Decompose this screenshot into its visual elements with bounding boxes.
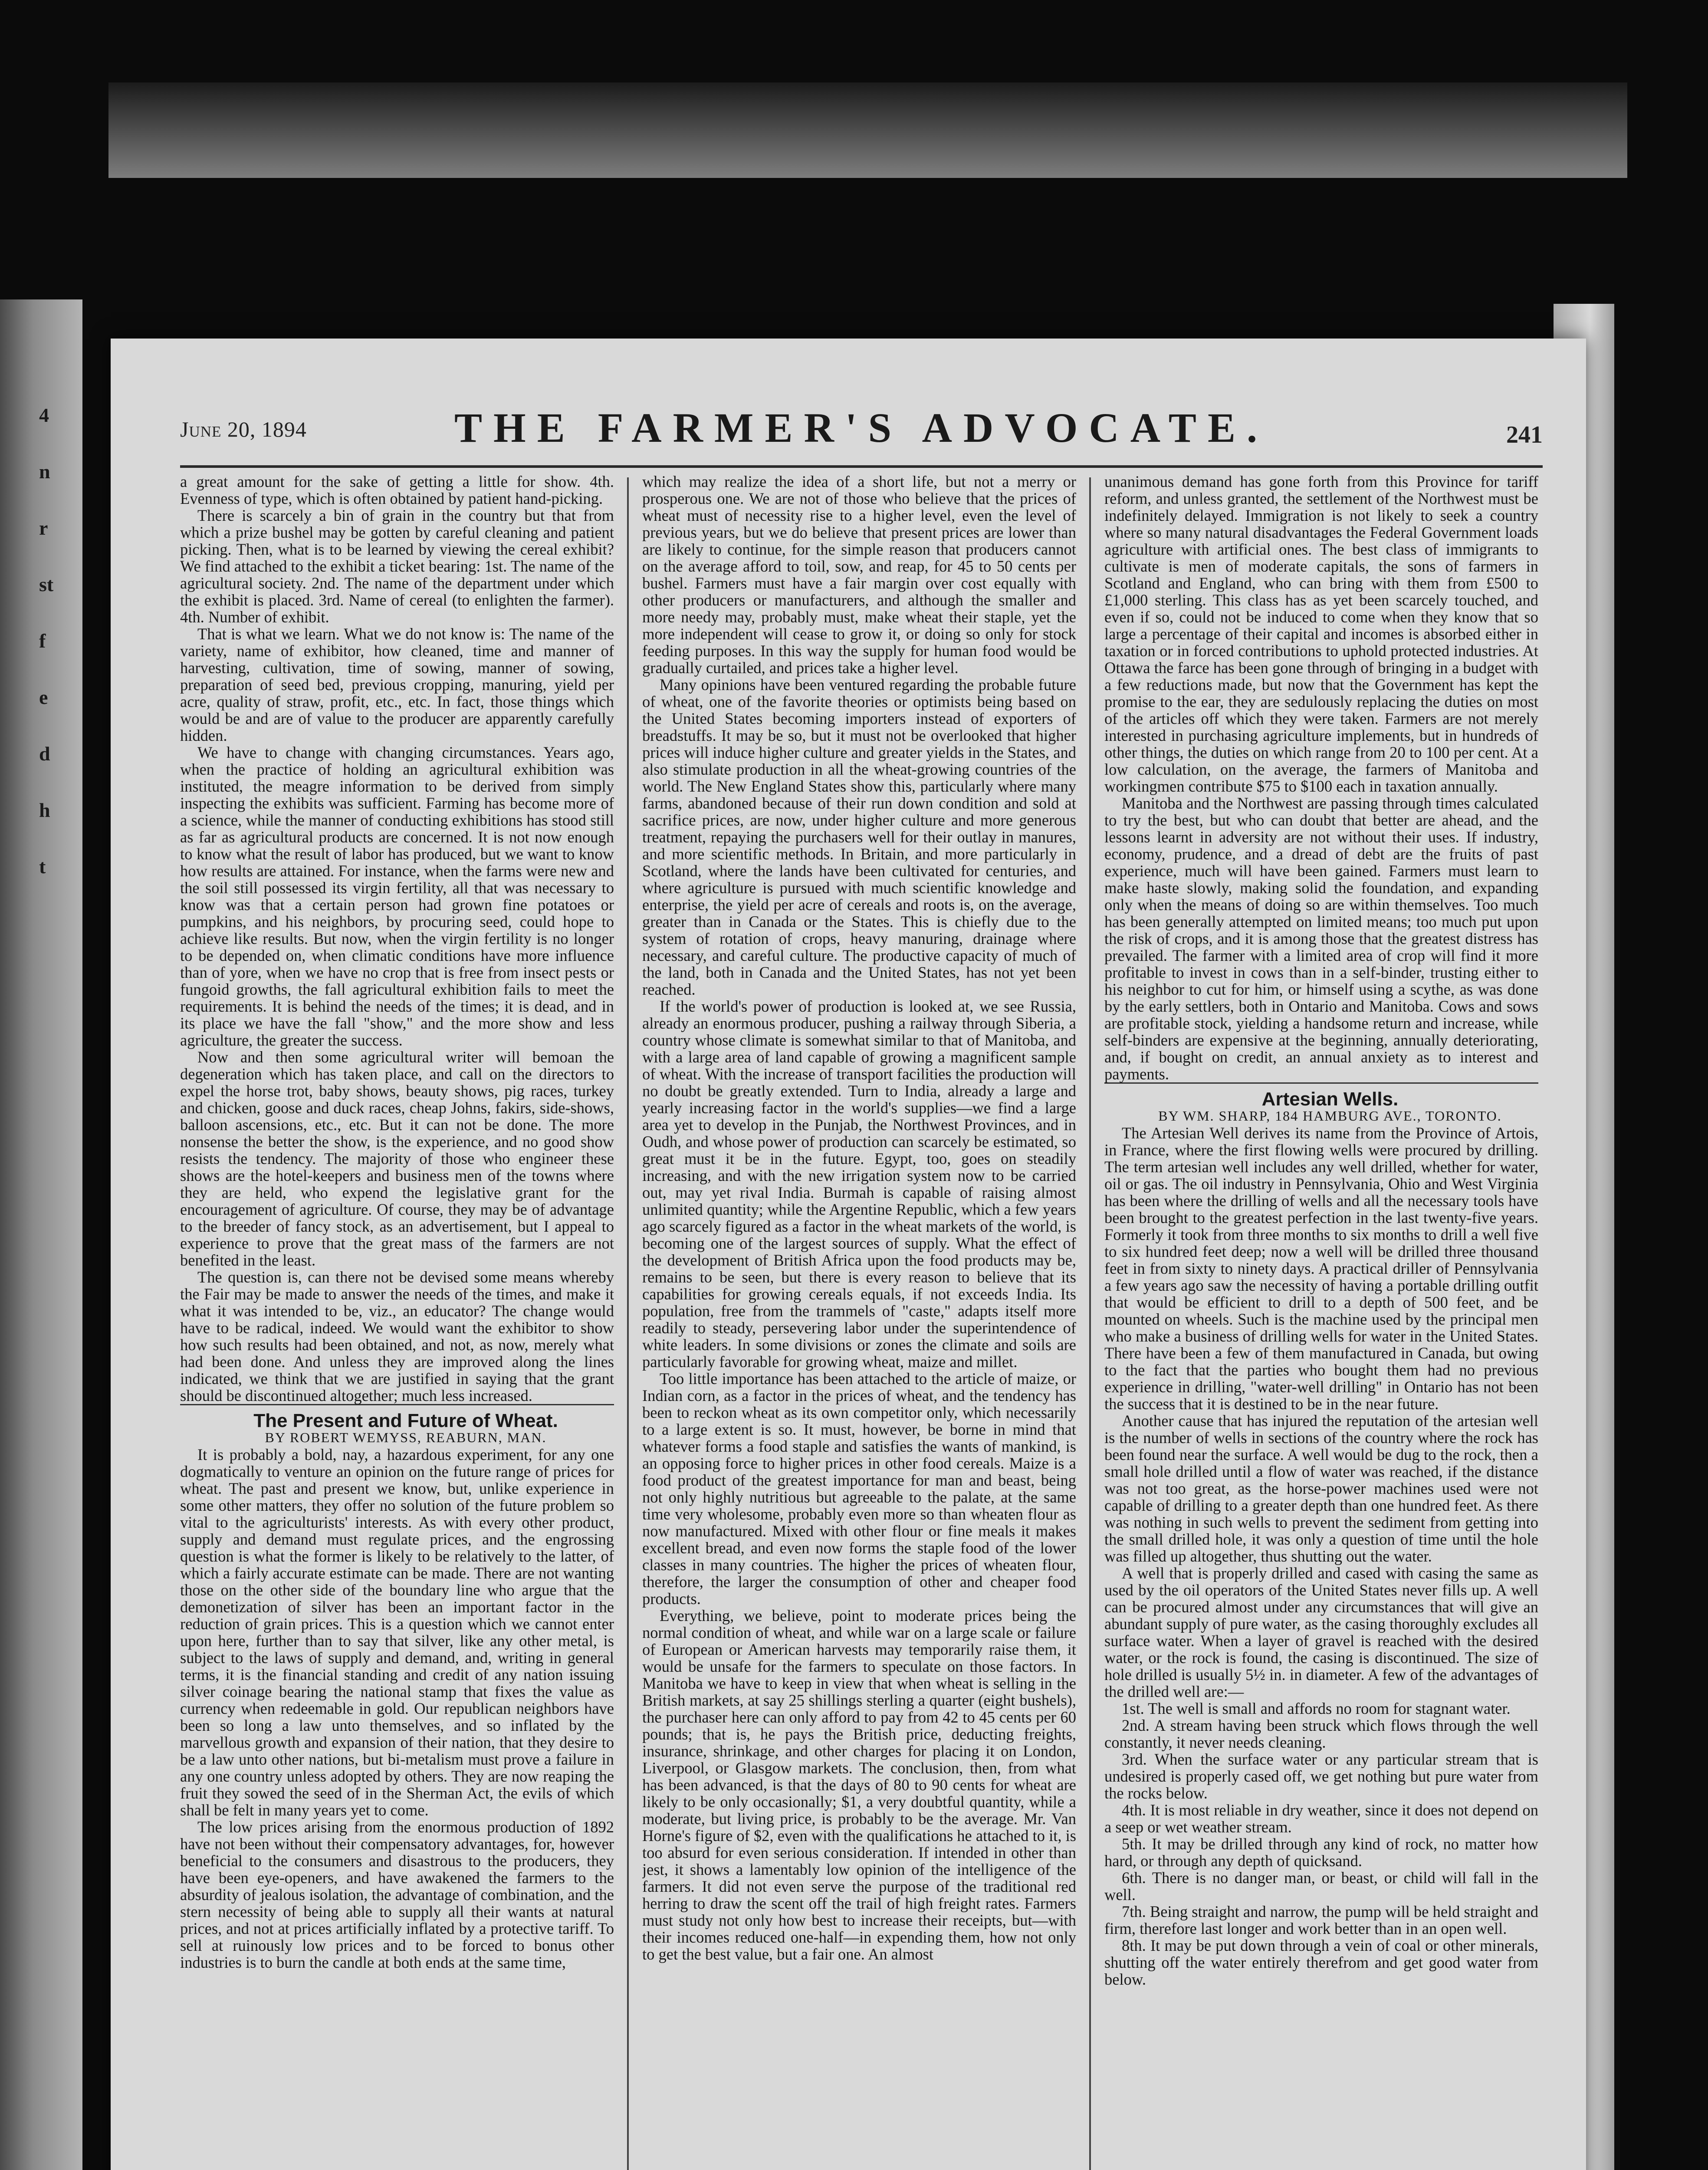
article-paragraph: 5th. It may be drilled through any kind of rock, no matter how hard, or through any depth of quicksand. xyxy=(1104,1835,1538,1870)
article-title: Artesian Wells. xyxy=(1104,1082,1538,1108)
article-paragraph: The question is, can there not be devised some means whereby the Fair may be made to answer the needs of the times, and make it what it was intended to be, viz., an educator? The change would have to be radical, indeed. We would want the exhibitor to show how such results had been obtained, and not, as now, merely what had been done. And unless they are improved along the lines indicated, we think that we are justified in saying that the grant should be discontinued altogether; much less increased. xyxy=(180,1268,614,1404)
back-sheet xyxy=(108,82,1627,178)
article-paragraph: The Artesian Well derives its name from the Province of Artois, in France, where the first flowing wells were procured by drilling. The term artesian well includes any well drilled, whether for water, oil or gas. The oil industry in Pennsylvania, Ohio and West Virginia has been where the drilling of wells and all the necessary tools have been brought to the greatest perfection in the last twenty-five years. Formerly it took from three months to six months to drill a well five to six hundred feet deep; now a well will be drilled three thousand feet in from sixty to ninety days. A practical driller of Pennsylvania a few years ago saw the necessity of having a portable drilling outfit that would be efficient to drill to a depth of 500 feet, and be mounted on wheels. Such is the machine used by the principal men who make a business of drilling wells for water in the United States. There have been a few of them manufactured in Canada, but owing to the fact that the parties who bought them had no previous experience in drilling, "water-well drilling" in Ontario has not been the success that it is destined to be in the near future. xyxy=(1104,1124,1538,1413)
newspaper-page xyxy=(111,339,1586,2170)
article-paragraph: Manitoba and the Northwest are passing through times calculated to try the best, but who can doubt that better are ahead, and the lessons learnt in adversity are not without their uses. If industry, economy, prudence, and a dread of debt are the fruits of past experience, much will have been gained. Farmers must learn to make haste slowly, making solid the foundation, and expanding only when the means of doing so are within themselves. Too much has been generally attempted on limited means; too much put upon the risk of crops, and it is among those that the greatest distress has prevailed. The farmer with a limited area of crop will find it more profitable to invest in cows than in a self-binder, trusting either to his neighbor to cut for him, or himself using a scythe, as was done by the early settlers, both in Ontario and Manitoba. Cows and sows are profitable stock, yielding a handsome return and increase, while self-binders are expensive at the beginning, annually deteriorating, and, if bought on credit, an annual anxiety as to interest and payments. xyxy=(1104,794,1538,1083)
article-paragraph: It is probably a bold, nay, a hazardous experiment, for any one dogmatically to venture an opinion on the future range of prices for wheat. The past and present we know, but, unlike experience in some other matters, they offer no solution of the future problem so vital to the agriculturists' interests. As with every other product, supply and demand must regulate prices, and the engrossing question is what the former is likely to be relatively to the latter, of which a fairly accurate estimate can be made. There are not wanting those on the other side of the boundary line who argue that the demonetization of silver has been an important factor in the reduction of grain prices. This is a question which we cannot enter upon here, further than to say that silver, like any other metal, is subject to the laws of supply and demand, and, writing in general terms, it is the financial standing and credit of any nation issuing silver coinage bearing the national stamp that fixes the value as currency when redeemable in gold. Our republican neighbors have been so long a law unto themselves, and so inflated by the marvellous growth and expansion of their nation, that they desire to be a law unto other nations, but bi-metalism must prove a failure in any one country unless adopted by others. They are now reaping the fruit they sowed the seed of in the Sherman Act, the evils of which shall be felt in many years yet to come. xyxy=(180,1446,614,1819)
article-paragraph: Many opinions have been ventured regarding the probable future of wheat, one of the favorite theories or optimists being based on the United States becoming importers instead of exporters of breadstuffs. It may be so, but it must not be overlooked that higher prices will induce higher culture and greater yields in the States, and also stimulate production in all the wheat-growing countries of the world. The New England States show this, particularly where many farms, abandoned because of their run down condition and sold at sacrifice prices, are now, under higher culture and more generous treatment, repaying the purchasers well for their outlay in manures, and more scientific methods. In Britain, and more particularly in Scotland, where the lands have been cultivated for centuries, and where agriculture is pursued with much scientific knowledge and enterprise, the yield per acre of cereals and roots is, on the average, greater than in Canada or the States. This is chiefly due to the system of rotation of crops, heavy manuring, drainage where necessary, and careful culture. The productive capacity of much of the land, both in Canada and the United States, has not yet been reached. xyxy=(642,676,1076,998)
article-paragraph: 7th. Being straight and narrow, the pump will be held straight and firm, therefore last longer and work better than in an open well. xyxy=(1104,1903,1538,1937)
article-paragraph: which may realize the idea of a short life, but not a merry or prosperous one. We are not of those who believe that the prices of wheat must of necessity rise to a higher level, even the level of previous years, but we do believe that present prices are lower than are likely to continue, for the simple reason that producers cannot on the average afford to toil, sow, and reap, for 45 to 50 cents per bushel. Farmers must have a fair margin over cost equally with other producers or manufacturers, and although the smaller and more needy may, probably must, make wheat their staple, yet the more independent will cease to grow it, or doing so only for stock feeding purposes. In this way the supply for human food would be gradually curtailed, and prices take a higher level. xyxy=(642,473,1076,677)
article-paragraph: 1st. The well is small and affords no room for stagnant water. xyxy=(1122,1700,1511,1717)
previous-page-edge xyxy=(0,299,82,2170)
column-1 xyxy=(180,473,614,2170)
article-paragraph: 3rd. When the surface water or any particular stream that is undesired is properly cased off, we get nothing but pure water from the rocks below. xyxy=(1104,1750,1538,1802)
article-paragraph: unanimous demand has gone forth from this Province for tariff reform, and unless granted, the settlement of the Northwest must be indefinitely delayed. Immigration is not likely to seek a country where so many natural disadvantages the Federal Government loads agriculture with artificial ones. The best class of immigrants to cultivate is men of moderate capitals, the sons of farmers in Scotland and England, who can bring with them from £500 to £1,000 sterling. This class has as yet been scarcely touched, and even if so, could not be induced to come when they know that so large a percentage of their capital and incomes is absorbed either in taxation or in forced contributions to uphold protected industries. At Ottawa the farce has been gone through of bringing in a budget with a few reductions made, but now that the Government has kept the promise to the ear, they are sedulously replacing the duties on most of the articles off which they were taken. Farmers are not merely interested in purchasing agriculture implements, but in hundreds of other things, the duties on which range from 20 to 100 per cent. At a low calculation, on the average, the farmers of Manitoba and workingmen contribute $75 to $100 each in taxation annually. xyxy=(1104,473,1538,795)
article-paragraph: Now and then some agricultural writer will bemoan the degeneration which has taken place, and call on the directors to expel the horse trot, baby shows, beauty shows, pig races, turkey and chicken, goose and duck races, cheap Johns, fakirs, side-shows, balloon ascensions, etc., etc. But it can not be done. The more nonsense the better the show, is the experience, and no good show resists the tendency. The majority of those who engineer these shows are the hotel-keepers and business men of the towns where they are held, who expend the legislative grant for the encouragement of agriculture. Of course, they may be of advantage to the breeder of fancy stock, as an advertisement, but I appeal to experience to prove that the great mass of the farmers are not benefited in the least. xyxy=(180,1048,614,1269)
previous-page-fragment: 4 xyxy=(39,404,49,426)
column-2 xyxy=(642,473,1076,2170)
column-rule xyxy=(1089,477,1091,2170)
article-paragraph: 6th. There is no danger man, or beast, or child will fall in the well. xyxy=(1104,1869,1538,1904)
previous-page-fragment: f xyxy=(39,630,46,652)
article-paragraph: Everything, we believe, point to moderate prices being the normal condition of wheat, and while war on a large scale or failure of European or American harvests may temporarily raise them, it would be unsafe for the farmers to speculate on those factors. In Manitoba we have to keep in view that when wheat is selling in the British markets, at say 25 shillings sterling a quarter (eight bushels), the purchaser here can only afford to pay from 42 to 45 cents per 60 pounds; that is, he pays the British price, deducting freights, insurance, shrinkage, and other charges for placing it on London, Liverpool, or Glasgow markets. The conclusion, then, from what has been advanced, is that the days of 80 to 90 cents for wheat are likely to be only occasionally; $1, a very doubtful quantity, while a moderate, but living price, is probably to be the average. Mr. Van Horne's figure of $2, even with the qualifications he attached to it, is too absurd for even serious consideration. If intended in other than jest, it shows a lamentably low opinion of the intelligence of the farmers. It did not even serve the purpose of the traditional red herring to draw the scent off the trail of high freight rates. Farmers must study not only how best to increase their receipts, but—with their incomes reduced one-half—in expending them, how not only to get the best value, but a fair one. An almost xyxy=(642,1607,1076,1963)
previous-page-fragment: st xyxy=(39,573,54,595)
article-paragraph: Another cause that has injured the reputation of the artesian well is the number of wells in sections of the country where the rock has been found near the surface. A well would be dug to the rock, then a small hole drilled until a flow of water was reached, if the distance was not too great, as the horse-power machines used were not capable of drilling to a greater depth than one hundred feet. As there was nothing in such wells to prevent the sediment from getting into the small drilled hole, it was only a question of time until the hole was filled up altogether, thus shutting out the water. xyxy=(1104,1412,1538,1565)
article-byline: BY ROBERT WEMYSS, REABURN, MAN. xyxy=(265,1430,547,1445)
article-paragraph: 2nd. A stream having been struck which flows through the well constantly, it never needs cleaning. xyxy=(1104,1716,1538,1751)
article-paragraph: a great amount for the sake of getting a little for show. 4th. Evenness of type, which is often obtained by patient hand-picking. xyxy=(180,473,614,507)
article-byline: BY WM. SHARP, 184 HAMBURG AVE., TORONTO. xyxy=(1158,1108,1502,1124)
previous-page-fragment: h xyxy=(39,799,50,821)
article-paragraph: We have to change with changing circumstances. Years ago, when the practice of holding an agricultural exhibition was instituted, the meagre information to be derived from simply inspecting the exhibits was sufficient. Farming has become more of a science, while the manner of conducting exhibitions has stood still as far as agricultural products are concerned. It is not now enough to know what the result of labor has produced, but we want to know how results are attained. For instance, when the farms were new and the soil still possessed its virgin fertility, all that was necessary to know was that a certain person had grown fine potatoes or pumpkins, and his neighbors, by procuring seed, could hope to achieve like results. But now, when the virgin fertility is no longer to be depended on, when climatic conditions have more influence than of yore, when we have no crop that is free from insect pests or fungoid growths, the fall agricultural exhibition fails to meet the requirements. It is behind the needs of the times; it is dead, and in its place we have the fall "show," and the more show and less agriculture, the greater the success. xyxy=(180,743,614,1049)
article-paragraph: The low prices arising from the enormous production of 1892 have not been without their compensatory advantages, for, however beneficial to the consumers and disastrous to the producers, they have been eye-openers, and have awakened the farmers to the absurdity of jealous isolation, the advantage of combination, and the stern necessity of being able to supply all their wants at natural prices, and not at prices artificially inflated by a protective tariff. To sell at ruinously low prices and to be forced to bonus other industries is to burn the candle at both ends at the same time, xyxy=(180,1818,614,1971)
previous-page-fragment: d xyxy=(39,743,50,765)
article-paragraph: That is what we learn. What we do not know is: The name of the variety, name of exhibitor, how cleaned, time and manner of harvesting, cultivation, time of sowing, manner of sowing, preparation of seed bed, previous cropping, manuring, yield per acre, quality of straw, profit, etc., etc. In fact, those things which would be and are of value to the producer are apparently carefully hidden. xyxy=(180,625,614,744)
previous-page-fragment: e xyxy=(39,686,48,708)
previous-page-fragment: r xyxy=(39,517,48,539)
article-paragraph: There is scarcely a bin of grain in the country but that from which a prize bushel may be gotten by careful cleaning and patient picking. Then, what is to be learned by viewing the cereal exhibit? We find attached to the exhibit a ticket bearing: 1st. The name of the agricultural society. 2nd. The name of the department under which the exhibit is placed. 3rd. Name of cereal (to enlighten the farmer). 4th. Number of exhibit. xyxy=(180,506,614,626)
previous-page-fragment: n xyxy=(39,460,50,483)
page-number: 241 xyxy=(1506,421,1543,448)
issue-date: June 20, 1894 xyxy=(180,417,307,441)
column-3 xyxy=(1104,473,1538,2170)
article-paragraph: 4th. It is most reliable in dry weather, since it does not depend on a seep or wet weather stream. xyxy=(1104,1801,1538,1836)
article-paragraph: If the world's power of production is looked at, we see Russia, already an enormous producer, pushing a railway through Siberia, a country whose climate is somewhat similar to that of Manitoba, and with a large area of land capable of growing a magnificent sample of wheat. With the increase of transport facilities the production will no doubt be greatly extended. Turn to India, already a large and yearly increasing factor in the world's supplies—we find a large area yet to develop in the Punjab, the Northwest Provinces, and in Oudh, and whose power of production can scarcely be estimated, so great must it be in the future. Egypt, too, goes on steadily increasing, and with the new irrigation system now to be carried out, may yet rival India. Burmah is capable of raising almost unlimited quantity; while the Argentine Republic, which a few years ago scarcely figured as a factor in the wheat markets of the world, is becoming one of the largest sources of supply. What the effect of the development of British Africa upon the food products may be, remains to be seen, but there is every reason to believe that its capabilities for growing cereals equals, if not exceeds India. Its population, free from the trammels of "caste," adapts itself more readily to steady, persevering labor under the superintendence of white leaders. In some divisions or zones the climate and soils are particularly favorable for growing wheat, maize and millet. xyxy=(642,997,1076,1371)
article-paragraph: A well that is properly drilled and cased with casing the same as used by the oil operators of the United States never fills up. A well can be procured almost under any circumstances that will give an abundant supply of pure water, as the casing thoroughly excludes all surface water. When a layer of gravel is reached with the desired water, or the rock is found, the casing is discontinued. The size of hole drilled is usually 5½ in. in diameter. A few of the advantages of the drilled well are:— xyxy=(1104,1564,1538,1700)
header-rule xyxy=(180,465,1543,468)
article-paragraph: Too little importance has been attached to the article of maize, or Indian corn, as a factor in the prices of wheat, and the tendency has been to reckon wheat as its own competitor only, which necessarily to a large extent is so. It must, however, be borne in mind that whatever forms a food staple and satisfies the wants of mankind, is an opposing force to higher prices in other food cereals. Maize is a food product of the greatest importance for man and beast, being not only highly nutritious but agreeable to the palate, at the same time very wholesome, probably even more so than wheaten flour as now manufactured. Mixed with other flour or fine meals it makes excellent bread, and even now forms the staple food of the lower classes in many countries. The higher the prices of wheaten flour, therefore, the larger the consumption of other and cheaper food products. xyxy=(642,1370,1076,1608)
article-paragraph: 8th. It may be put down through a vein of coal or other minerals, shutting off the water entirely therefrom and get good water from below. xyxy=(1104,1937,1538,1988)
previous-page-fragment: t xyxy=(39,855,46,878)
column-rule xyxy=(627,477,629,2170)
article-title: The Present and Future of Wheat. xyxy=(180,1404,614,1429)
page-header xyxy=(180,399,1543,460)
masthead-title: THE FARMER'S ADVOCATE. xyxy=(454,404,1268,451)
